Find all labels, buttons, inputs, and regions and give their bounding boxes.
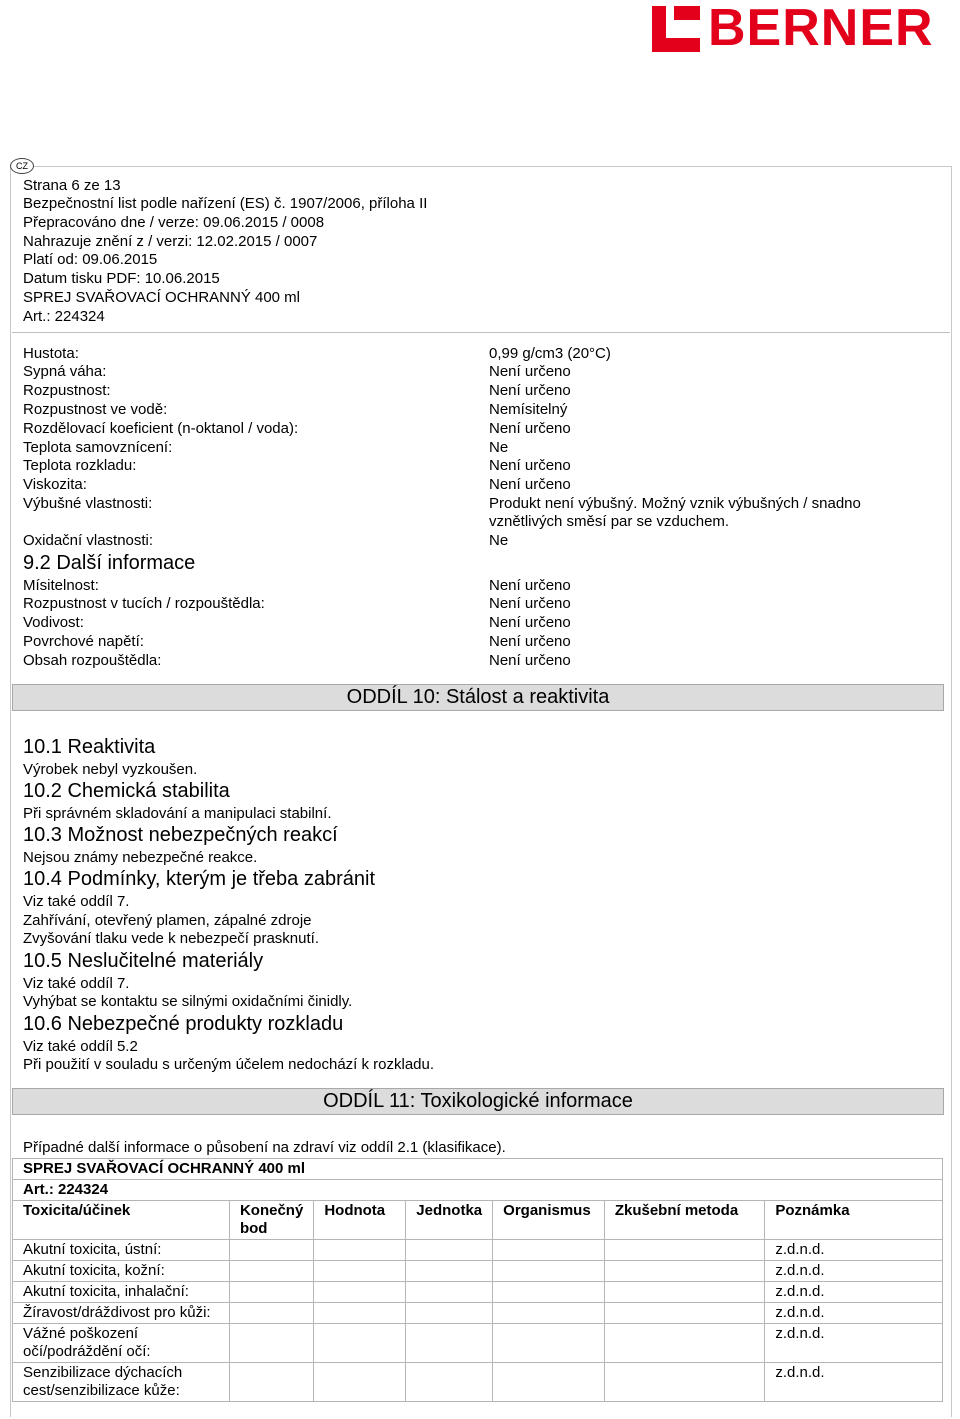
prop-label: Sypná váha: [23, 363, 107, 380]
section-10-3-heading: 10.3 Možnost nebezpečných reakcí [23, 824, 338, 846]
effect-cell: Senzibilizace dýchacích cest/senzibilizace kůže: [13, 1363, 230, 1402]
effect-cell: Akutní toxicita, kožní: [13, 1261, 230, 1282]
toxicity-table [12, 1158, 943, 1402]
section-10-5-text: Viz také oddíl 7. [23, 975, 130, 992]
section-11-title: ODDÍL 11: Toxikologické informace [12, 1088, 944, 1115]
prop-value: Není určeno [489, 363, 571, 380]
note-cell: z.d.n.d. [765, 1324, 943, 1363]
prop-label: Rozpustnost: [23, 382, 111, 399]
column-header: Poznámka [765, 1201, 943, 1240]
header-regulation: Bezpečnostní list podle nařízení (ES) č. 1907/2006, příloha II [23, 195, 428, 212]
section-11-intro: Případné další informace o působení na zdraví viz oddíl 2.1 (klasifikace). [23, 1139, 506, 1156]
prop-label: Výbušné vlastnosti: [23, 495, 153, 512]
table-row [13, 1240, 943, 1261]
section-10-4-text: Zvyšování tlaku vede k nebezpečí prasknutí. [23, 930, 319, 947]
prop-value: Není určeno [489, 595, 571, 612]
section-10-5-heading: 10.5 Neslučitelné materiály [23, 950, 264, 972]
brand-name: BERNER [708, 0, 934, 57]
table-header-row [13, 1201, 943, 1240]
section-10-6-text: Při použití v souladu s určeným účelem nedochází k rozkladu. [23, 1056, 435, 1073]
prop-value: Není určeno [489, 652, 571, 669]
note-cell: z.d.n.d. [765, 1261, 943, 1282]
prop-label: Teplota samovznícení: [23, 439, 173, 456]
section-10-6-heading: 10.6 Nebezpečné produkty rozkladu [23, 1013, 344, 1035]
table-row [13, 1282, 943, 1303]
prop-value: Není určeno [489, 633, 571, 650]
note-cell: z.d.n.d. [765, 1303, 943, 1324]
prop-label: Rozpustnost ve vodě: [23, 401, 168, 418]
note-cell: z.d.n.d. [765, 1240, 943, 1261]
effect-cell: Akutní toxicita, inhalační: [13, 1282, 230, 1303]
section-10-title: ODDÍL 10: Stálost a reaktivita [12, 684, 944, 711]
header-page: Strana 6 ze 13 [23, 177, 121, 194]
prop-value: Není určeno [489, 420, 571, 437]
table-row [13, 1324, 943, 1363]
table-article-row [13, 1180, 943, 1201]
prop-value: Není určeno [489, 577, 571, 594]
table-article: Art.: 224324 [13, 1180, 943, 1201]
section-10-3-text: Nejsou známy nebezpečné reakce. [23, 849, 258, 866]
header-product: SPREJ SVAŘOVACÍ OCHRANNÝ 400 ml [23, 289, 301, 306]
section-10-4-text: Zahřívání, otevřený plamen, zápalné zdroje [23, 912, 312, 929]
table-product-row [13, 1159, 943, 1180]
brand-logo [652, 0, 952, 57]
header-divider [12, 332, 950, 333]
prop-value: Není určeno [489, 382, 571, 399]
header-valid-from: Platí od: 09.06.2015 [23, 251, 158, 268]
prop-label: Mísitelnost: [23, 577, 99, 594]
prop-label: Rozdělovací koeficient (n-oktanol / voda): [23, 420, 299, 437]
header-article: Art.: 224324 [23, 308, 105, 325]
effect-cell: Žíravost/dráždivost pro kůži: [13, 1303, 230, 1324]
prop-value: Není určeno [489, 457, 571, 474]
section-10-2-heading: 10.2 Chemická stabilita [23, 780, 230, 802]
section-10-5-text: Vyhýbat se kontaktu se silnými oxidačními činidly. [23, 993, 353, 1010]
prop-label: Obsah rozpouštědla: [23, 652, 162, 669]
column-header: Zkušební metoda [604, 1201, 765, 1240]
prop-label: Rozpustnost v tucích / rozpouštědla: [23, 595, 265, 612]
prop-value: Produkt není výbušný. Možný vznik výbušných / snadno vznětlivých směsí par se vzduchem. [489, 495, 861, 530]
column-header: Jednotka [406, 1201, 493, 1240]
section-10-1-heading: 10.1 Reaktivita [23, 736, 156, 758]
section-9-2-heading: 9.2 Další informace [23, 552, 196, 574]
prop-value: 0,99 g/cm3 (20°C) [489, 345, 611, 362]
table-row [13, 1303, 943, 1324]
berner-logo-mark-icon [652, 6, 700, 52]
column-header: Toxicita/účinek [13, 1201, 230, 1240]
section-10-4-heading: 10.4 Podmínky, kterým je třeba zabránit [23, 868, 376, 890]
column-header: Hodnota [314, 1201, 406, 1240]
effect-cell: Akutní toxicita, ústní: [13, 1240, 230, 1261]
prop-label: Teplota rozkladu: [23, 457, 137, 474]
country-badge: CZ [10, 158, 34, 174]
column-header: Konečný bod [229, 1201, 313, 1240]
effect-cell: Vážné poškození očí/podráždění očí: [13, 1324, 230, 1363]
section-10-2-text: Při správném skladování a manipulaci stabilní. [23, 805, 332, 822]
section-10-1-text: Výrobek nebyl vyzkoušen. [23, 761, 198, 778]
header-replaces: Nahrazuje znění z / verzi: 12.02.2015 / 0007 [23, 233, 318, 250]
prop-label: Vodivost: [23, 614, 84, 631]
section-10-4-text: Viz také oddíl 7. [23, 893, 130, 910]
header-revision: Přepracováno dne / verze: 09.06.2015 / 0008 [23, 214, 325, 231]
header-print-date: Datum tisku PDF: 10.06.2015 [23, 270, 220, 287]
table-row [13, 1261, 943, 1282]
prop-label: Oxidační vlastnosti: [23, 532, 154, 549]
prop-label: Hustota: [23, 345, 79, 362]
table-row [13, 1363, 943, 1402]
prop-value: Není určeno [489, 614, 571, 631]
column-header: Organismus [493, 1201, 605, 1240]
note-cell: z.d.n.d. [765, 1282, 943, 1303]
prop-value: Ne [489, 532, 509, 549]
prop-value: Nemísitelný [489, 401, 568, 418]
prop-value: Není určeno [489, 476, 571, 493]
prop-label: Povrchové napětí: [23, 633, 144, 650]
prop-value: Ne [489, 439, 509, 456]
table-product-name: SPREJ SVAŘOVACÍ OCHRANNÝ 400 ml [13, 1159, 943, 1180]
note-cell: z.d.n.d. [765, 1363, 943, 1402]
section-10-6-text: Viz také oddíl 5.2 [23, 1038, 138, 1055]
prop-label: Viskozita: [23, 476, 87, 493]
